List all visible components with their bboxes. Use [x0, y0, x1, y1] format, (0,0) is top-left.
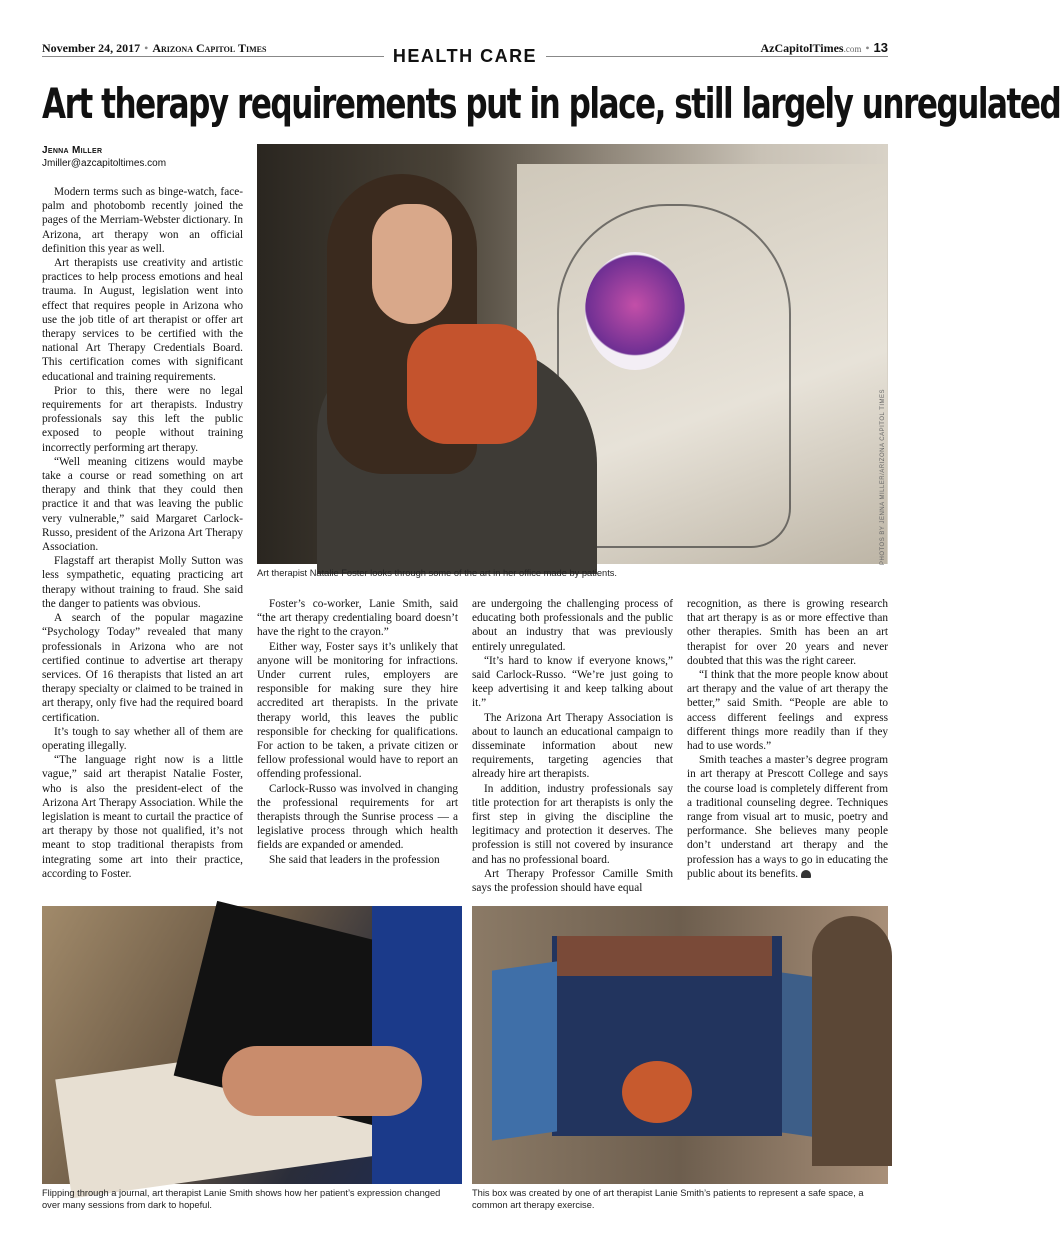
paragraph: The Arizona Art Therapy Association is about to launch an educational campaign to disseminate information about new requirements, targeting agencies that already hire art therapists.	[472, 711, 673, 781]
journal-photo	[42, 906, 458, 1184]
author-email: Jmiller@azcapitoltimes.com	[42, 158, 167, 169]
article-column-1	[42, 185, 243, 881]
paragraph: Foster’s co-worker, Lanie Smith, said “the art therapy credentialing board doesn’t have the right to the crayon.”	[257, 598, 458, 639]
paragraph: Flagstaff art therapist Molly Sutton was less sympathetic, equating practicing art therapy without training to fraud. She said the danger to patients was obvious.	[42, 555, 243, 610]
article-column-3	[472, 597, 673, 895]
paragraph: Prior to this, there were no legal requirements for art therapists. Industry professionals say this left the public exposed to people without training incorrectly performing art therapy.	[42, 384, 243, 454]
paragraph: are undergoing the challenging process of educating both professionals and the public about an industry that was previously entirely unregulated.	[472, 598, 673, 653]
byline	[42, 145, 242, 169]
issue-date: November 24, 2017	[42, 41, 141, 55]
paragraph: Carlock-Russo was involved in changing the professional requirements for art therapists through the Sunrise process — a legislative process through which health fields are expanded or amended.	[257, 782, 458, 852]
end-of-story-icon	[801, 870, 811, 878]
paragraph: A search of the popular magazine “Psychology Today” revealed that many professionals in Arizona who are not certified continue to advertise art therapy services. Of 16 therapists that listed an art therapy specialty or claimed to be trained in art therapy, only five had the required board certification.	[42, 612, 243, 724]
paragraph: Modern terms such as binge-watch, face-palm and photobomb recently joined the pages of the Merriam-Webster dictionary. In Arizona, art therapy won an official definition this year as well.	[42, 186, 243, 255]
article-headline	[42, 76, 1060, 132]
paragraph: “It’s hard to know if everyone knows,” said Carlock-Russo. “We’re just going to keep advertising it and keep talking about it.”	[472, 654, 673, 710]
safe-space-box-photo	[472, 906, 888, 1184]
paragraph: Art Therapy Professor Camille Smith says the profession should have equal	[472, 867, 673, 895]
box-photo-caption: This box was created by one of art therapist Lanie Smith’s patients to represent a safe space, a common art therapy exercise.	[472, 1188, 864, 1210]
box-lid	[557, 936, 772, 976]
paragraph	[687, 753, 888, 881]
painted-mask	[585, 252, 685, 370]
main-photo-caption: Art therapist Natalie Foster looks through some of the art in her office made by patients.	[257, 568, 618, 578]
box-door-left	[492, 961, 557, 1140]
site-name: AzCapitolTimes	[760, 41, 844, 55]
paragraph: Art therapists use creativity and artistic practices to help process emotions and heal trauma. In August, legislation went into effect that requires people in Arizona who use the job title of art therapist or offer art therapy services to be certified with the national Art Therapy Credentials Board. This certification comes with significant educational and training requirements.	[42, 257, 243, 383]
journal-photo-caption: Flipping through a journal, art therapist Lanie Smith shows how her patient’s expression changed over many sessions from dark to hopeful.	[42, 1188, 441, 1210]
paragraph: recognition, as there is growing research that art therapy is as or more effective than other therapies. Smith has been an art therapist for over 20 years and never doubted that this was the right career.	[687, 598, 888, 667]
paragraph: “The language right now is a little vague,” said art therapist Natalie Foster, who is also the president-elect of the Arizona Art Therapy Association. While the legislation is meant to curtail the practice of art therapy by those not qualified, it’s not meant to stop traditional therapists from integrating some art into their practice, according to Foster.	[42, 754, 243, 880]
therapist-face	[372, 204, 452, 324]
photo-credit	[880, 390, 896, 565]
masthead-rule-right	[546, 56, 888, 57]
site-suffix: .com	[843, 44, 862, 54]
sleeve	[372, 906, 462, 1184]
therapist-scarf	[407, 324, 537, 444]
cat-figure	[812, 916, 892, 1166]
paragraph: Either way, Foster says it’s unlikely that anyone will be monitoring for infractions. Under current rules, employers are responsible for making sure they hire accredited art therapists. In the private therapy world, this leaves the public responsible for checking for qualifications. For action to be taken, a private citizen or fellow professional would have to report an offending professional.	[257, 640, 458, 781]
masthead-rule-left	[42, 56, 384, 57]
paragraph: She said that leaders in the profession	[269, 853, 440, 866]
masthead-date-publication: November 24, 2017 • Arizona Capitol Times	[42, 41, 267, 55]
hand	[222, 1046, 422, 1116]
paragraph: It’s tough to say whether all of them are operating illegally.	[42, 725, 243, 752]
section-label: HEALTH CARE	[392, 46, 538, 66]
photo-credit-text: PHOTOS BY JENNA MILLER/ARIZONA CAPITOL TIMES	[880, 388, 886, 565]
article-column-4	[687, 597, 888, 881]
page-number: 13	[873, 40, 888, 55]
masthead-site-page: AzCapitolTimes.com • 13	[760, 40, 888, 55]
masthead	[42, 38, 888, 68]
red-panda-image	[622, 1061, 692, 1123]
author-name: Jenna Miller	[42, 145, 103, 156]
paragraph: “I think that the more people know about art therapy and the value of art therapy the better,” said Smith. “People are able to access different feelings and express different things more readily than if they had to use words.”	[687, 669, 888, 753]
paragraph: In addition, industry professionals say title protection for art therapists is only the first step in giving the discipline the legitimacy and protection it deserves. The profession is still not covered by insurance and has no professional board.	[472, 782, 673, 866]
article-column-2	[257, 597, 458, 867]
paragraph-text: Smith teaches a master’s degree program in art therapy at Prescott College and says the course load is completely different from a traditional counseling degree. Techniques range from visual art to music, poetry and performance. She believes many people don’t understand art therapy and the profession has a ways to go in educating the public about its benefits.	[687, 754, 888, 880]
main-photo	[257, 144, 888, 564]
paragraph: “Well meaning citizens would maybe take a course or read something on art therapy and think that they could then practice it and that was leaving the public very vulnerable,” said Margaret Carlock-Russo, president of the Arizona Art Therapy Association.	[42, 455, 243, 554]
publication-name: Arizona Capitol Times	[152, 41, 267, 55]
headline-text: Art therapy requirements put in place, still largely unregulated	[42, 79, 1060, 128]
